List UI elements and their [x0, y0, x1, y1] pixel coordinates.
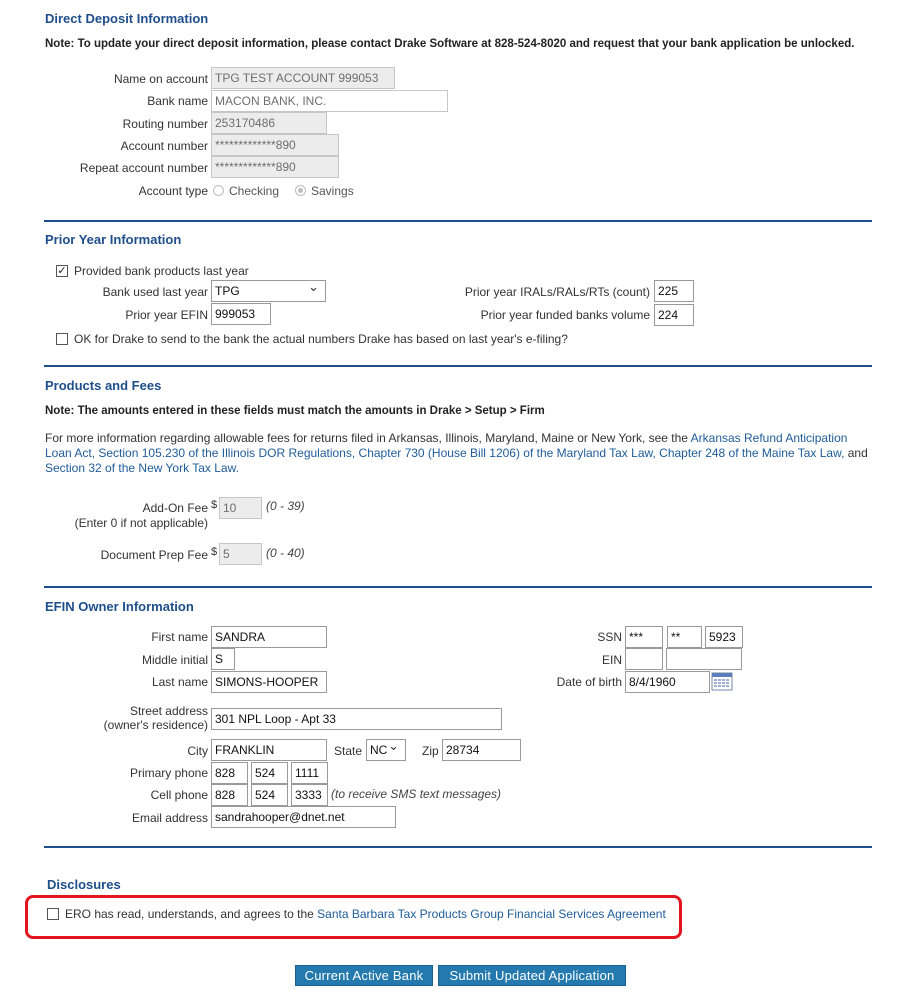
- section-divider: [44, 586, 872, 588]
- ssn-area-field[interactable]: ***: [625, 626, 663, 648]
- cell-phone-prefix-field[interactable]: 524: [251, 784, 288, 806]
- middle-initial-label: Middle initial: [141, 653, 208, 667]
- state-select[interactable]: [366, 739, 406, 761]
- addon-currency: $: [211, 499, 218, 511]
- docprep-fee-range: (0 - 40): [266, 546, 305, 560]
- ein-label: EIN: [601, 653, 622, 667]
- section-divider: [44, 365, 872, 367]
- savings-label: Savings: [311, 184, 354, 198]
- state-label: State: [334, 744, 363, 758]
- ok-send-checkbox[interactable]: [56, 333, 68, 345]
- savings-radio[interactable]: [295, 185, 306, 196]
- prior-year-heading: Prior Year Information: [45, 232, 182, 247]
- repeat-account-number-label: Repeat account number: [79, 161, 208, 175]
- addon-fee-label: Add-On Fee: [142, 501, 208, 515]
- routing-number-label: Routing number: [122, 117, 208, 131]
- docprep-fee-field[interactable]: 5: [219, 543, 262, 565]
- last-name-field[interactable]: SIMONS-HOOPER: [211, 671, 327, 693]
- direct-deposit-note: Note: To update your direct deposit information, please contact Drake Software at 828-524-8020 and request that your bank application be unlocked.: [45, 38, 855, 50]
- disclosures-heading: Disclosures: [47, 877, 121, 892]
- calendar-icon[interactable]: [711, 671, 733, 691]
- street-address-label: Street address: [129, 704, 208, 718]
- ein-suffix-field[interactable]: [666, 648, 742, 670]
- first-name-label: First name: [151, 630, 208, 644]
- primary-phone-line-field[interactable]: 1111: [291, 762, 328, 784]
- financial-services-agreement-link[interactable]: Santa Barbara Tax Products Group Financial Services Agreement: [317, 907, 666, 921]
- arkansas-illinois-law-link[interactable]: Arkansas Refund Anticipation Loan Act, Section 105.230 of the Illinois DOR Regulations,: [45, 431, 848, 460]
- state-value: NC: [370, 743, 388, 757]
- submit-updated-application-button[interactable]: Submit Updated Application: [438, 965, 626, 986]
- docprep-fee-label: Document Prep Fee: [100, 548, 208, 562]
- agree-text: [65, 907, 666, 921]
- dob-field[interactable]: 8/4/1960: [625, 671, 710, 693]
- section-divider: [44, 846, 872, 848]
- addon-fee-range: (0 - 39): [266, 499, 305, 513]
- prior-efin-field[interactable]: 999053: [211, 303, 271, 325]
- maine-law-link[interactable]: Chapter 248 of the Maine Tax Law,: [659, 446, 845, 460]
- primary-phone-area-field[interactable]: 828: [211, 762, 248, 784]
- current-active-bank-button[interactable]: Current Active Bank: [295, 965, 433, 986]
- bank-used-label: Bank used last year: [102, 285, 208, 299]
- maryland-law-link[interactable]: Chapter 730 (House Bill 1206) of the Maryland Tax Law,: [358, 446, 656, 460]
- addon-fee-sublabel: (Enter 0 if not applicable): [74, 516, 208, 530]
- account-number-label: Account number: [120, 139, 208, 153]
- checking-label: Checking: [229, 184, 280, 198]
- ok-send-label: OK for Drake to send to the bank the actual numbers Drake has based on last year's e-filing?: [74, 332, 568, 346]
- docprep-currency: $: [211, 546, 218, 558]
- sms-note: (to receive SMS text messages): [331, 787, 502, 801]
- prior-efin-label: Prior year EFIN: [125, 308, 208, 322]
- middle-initial-field[interactable]: S: [211, 648, 235, 670]
- zip-field[interactable]: 28734: [442, 739, 521, 761]
- addon-fee-field[interactable]: 10: [219, 497, 262, 519]
- account-type-label: Account type: [138, 184, 208, 198]
- prior-volume-field[interactable]: 224: [654, 304, 694, 326]
- bank-used-value: TPG: [215, 284, 240, 298]
- last-name-label: Last name: [151, 675, 208, 689]
- checking-radio[interactable]: [213, 185, 224, 196]
- primary-phone-label: Primary phone: [129, 766, 208, 780]
- cell-phone-area-field[interactable]: 828: [211, 784, 248, 806]
- new-york-law-link[interactable]: Section 32 of the New York Tax Law.: [45, 461, 239, 475]
- email-label: Email address: [131, 811, 208, 825]
- products-fees-heading: Products and Fees: [45, 378, 162, 393]
- bank-used-select[interactable]: [211, 280, 326, 302]
- bank-name-label: Bank name: [147, 94, 208, 108]
- prior-count-label: Prior year IRALs/RALs/RTs (count): [464, 285, 650, 299]
- ein-prefix-field[interactable]: [625, 648, 663, 670]
- first-name-field[interactable]: SANDRA: [211, 626, 327, 648]
- repeat-account-number-field[interactable]: *************890: [211, 156, 339, 178]
- section-divider: [44, 220, 872, 222]
- name-on-account-label: Name on account: [113, 72, 208, 86]
- account-number-field[interactable]: *************890: [211, 134, 339, 156]
- products-fees-note: Note: The amounts entered in these fields must match the amounts in Drake > Setup > Firm: [45, 405, 545, 417]
- direct-deposit-heading: Direct Deposit Information: [45, 11, 209, 26]
- ssn-group-field[interactable]: **: [667, 626, 702, 648]
- primary-phone-prefix-field[interactable]: 524: [251, 762, 288, 784]
- city-field[interactable]: FRANKLIN: [211, 739, 327, 761]
- dob-label: Date of birth: [556, 675, 622, 689]
- email-field[interactable]: sandrahooper@dnet.net: [211, 806, 396, 828]
- street-address-sublabel: (owner's residence): [103, 718, 208, 732]
- fees-info-and: and: [844, 446, 868, 460]
- ssn-serial-field[interactable]: 5923: [705, 626, 743, 648]
- agree-prefix: ERO has read, understands, and agrees to the: [65, 907, 318, 921]
- cell-phone-label: Cell phone: [150, 788, 208, 802]
- name-on-account-field[interactable]: TPG TEST ACCOUNT 999053: [211, 67, 395, 89]
- provided-products-label: Provided bank products last year: [74, 264, 249, 278]
- routing-number-field[interactable]: 253170486: [211, 112, 327, 134]
- bank-name-field[interactable]: MACON BANK, INC.: [211, 90, 448, 112]
- ssn-label: SSN: [597, 630, 622, 644]
- fees-info-paragraph: [45, 431, 875, 476]
- fees-info-text: For more information regarding allowable fees for returns filed in Arkansas, Illinois, Maryland, Maine or New York, see the: [45, 431, 691, 445]
- cell-phone-line-field[interactable]: 3333: [291, 784, 328, 806]
- provided-products-checkbox[interactable]: ✓: [57, 265, 67, 277]
- efin-owner-heading: EFIN Owner Information: [45, 599, 194, 614]
- agree-checkbox[interactable]: [47, 908, 59, 920]
- prior-count-field[interactable]: 225: [654, 280, 694, 302]
- zip-label: Zip: [422, 744, 439, 758]
- city-label: City: [187, 744, 208, 758]
- prior-volume-label: Prior year funded banks volume: [480, 308, 650, 322]
- street-address-field[interactable]: 301 NPL Loop - Apt 33: [211, 708, 502, 730]
